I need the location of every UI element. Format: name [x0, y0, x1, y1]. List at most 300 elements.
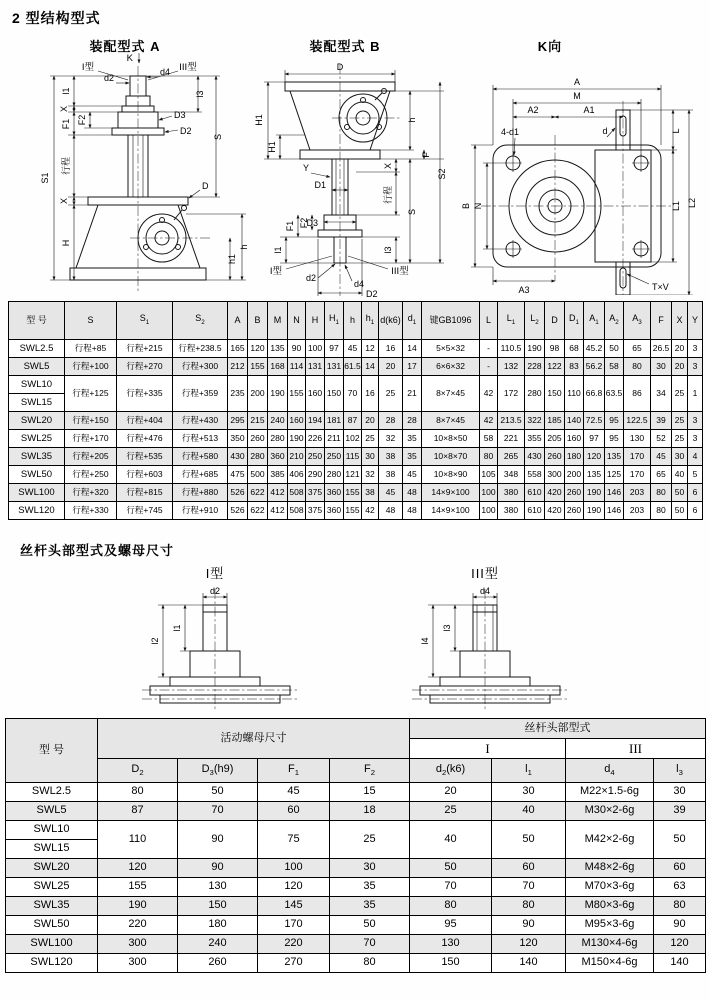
column-header: $A_3$	[624, 302, 651, 340]
value-cell: 行程+150	[65, 412, 117, 430]
caption-assembly-a: 装配型式 A	[89, 39, 161, 54]
dim-label-l4: l4	[420, 637, 430, 645]
value-cell: 35	[403, 448, 422, 466]
column-header: 键GB1096	[422, 302, 480, 340]
value-cell: 130	[178, 878, 258, 897]
value-cell: 355	[525, 430, 545, 448]
value-cell: 52	[651, 430, 672, 448]
value-cell: 86	[624, 376, 651, 412]
dimensions-table-header	[9, 302, 703, 340]
value-cell: M80×3-6g	[566, 897, 654, 916]
column-header: $D_1$	[565, 302, 584, 340]
k-view-drawing	[471, 85, 693, 295]
screw-head-type3-diagram	[400, 585, 580, 713]
value-cell: 行程+476	[117, 430, 173, 448]
value-cell: 100	[480, 502, 498, 520]
value-cell: 28	[379, 412, 403, 430]
value-cell: 70	[344, 376, 362, 412]
value-cell: 14×9×100	[422, 484, 480, 502]
value-cell: 65	[651, 466, 672, 484]
value-cell: 210	[288, 448, 306, 466]
value-cell: 行程+85	[65, 340, 117, 358]
value-cell: 110	[565, 376, 584, 412]
value-cell: 132	[498, 358, 525, 376]
value-cell: 295	[228, 412, 248, 430]
value-cell: 146	[605, 502, 624, 520]
value-cell: 80	[410, 897, 492, 916]
value-cell: 526	[228, 502, 248, 520]
table-row	[9, 358, 703, 376]
value-cell: 10×8×90	[422, 466, 480, 484]
value-cell: 150	[325, 376, 344, 412]
model-cell: SWL2.5	[6, 783, 98, 802]
value-cell: 130	[410, 935, 492, 954]
value-cell: 140	[565, 412, 584, 430]
dim-label-l2: l2	[150, 637, 160, 645]
value-cell: 130	[624, 430, 651, 448]
value-cell: 38	[362, 484, 379, 502]
table-row	[9, 430, 703, 448]
value-cell: 87	[98, 802, 178, 821]
value-cell: 35	[330, 897, 410, 916]
value-cell: 90	[492, 916, 566, 935]
value-cell: 385	[268, 466, 288, 484]
value-cell: 20	[379, 358, 403, 376]
value-cell: 190	[268, 376, 288, 412]
section-title: 丝杆头部型式及螺母尺寸	[20, 543, 175, 558]
value-cell: 155	[344, 484, 362, 502]
column-header: Y	[688, 302, 703, 340]
assembly-a-diagram	[38, 50, 268, 298]
dim-label-txv: T×V	[652, 282, 669, 292]
value-cell: 35	[403, 430, 422, 448]
dimensions-table	[8, 301, 703, 520]
value-cell: 270	[258, 954, 330, 973]
column-header: $L_2$	[525, 302, 545, 340]
dim-label-d2: d2	[305, 273, 316, 283]
nut-table-header	[6, 719, 706, 783]
value-cell: 172	[498, 376, 525, 412]
value-cell: 120	[258, 878, 330, 897]
value-cell: 260	[545, 448, 565, 466]
dim-label-s1: S1	[40, 172, 50, 184]
model-cell: SWL120	[9, 502, 65, 520]
value-cell: M30×2-6g	[566, 802, 654, 821]
dim-label-s: S	[407, 208, 417, 216]
column-header: H	[306, 302, 325, 340]
value-cell: M95×3-6g	[566, 916, 654, 935]
dim-label-type3: III型	[391, 266, 409, 277]
value-cell: 155	[344, 502, 362, 520]
value-cell: 240	[178, 935, 258, 954]
value-cell: 61.5	[344, 358, 362, 376]
value-cell: 221	[498, 430, 525, 448]
assembly-a-drawing	[50, 53, 246, 292]
value-cell: 375	[306, 484, 325, 502]
value-cell: 180	[565, 448, 584, 466]
value-cell: 68	[565, 340, 584, 358]
caption-k-view: K向	[537, 39, 563, 54]
value-cell: 622	[248, 502, 268, 520]
value-cell: 380	[498, 484, 525, 502]
dim-label-d2-big: D2	[366, 289, 378, 298]
table-row	[9, 448, 703, 466]
nut-table-body	[6, 783, 706, 973]
dim-label-f2: F2	[77, 114, 87, 126]
model-cell: SWL25	[6, 878, 98, 897]
dim-label-d4: d4	[354, 279, 365, 289]
column-header: $S_1$	[117, 302, 173, 340]
value-cell: 160	[565, 430, 584, 448]
dim-label-a: A	[573, 77, 581, 87]
value-cell: M130×4-6g	[566, 935, 654, 954]
column-header: $h_1$	[362, 302, 379, 340]
dim-label-l1: l1	[273, 246, 283, 254]
value-cell: 50	[672, 484, 688, 502]
value-cell: 102	[344, 430, 362, 448]
value-cell: 110	[98, 821, 178, 859]
value-cell: 190	[525, 340, 545, 358]
table-row	[6, 935, 706, 954]
value-cell: 行程+215	[117, 340, 173, 358]
value-cell: 30	[362, 448, 379, 466]
value-cell: 150	[178, 897, 258, 916]
value-cell: 155	[288, 376, 306, 412]
dim-label-l3: l3	[383, 246, 393, 254]
value-cell: 360	[325, 484, 344, 502]
value-cell: 25	[330, 821, 410, 859]
value-cell: M70×3-6g	[566, 878, 654, 897]
value-cell: 行程+170	[65, 430, 117, 448]
value-cell: 135	[584, 466, 605, 484]
value-cell: 70	[330, 935, 410, 954]
value-cell: 行程+270	[117, 358, 173, 376]
value-cell: 行程+335	[117, 376, 173, 412]
value-cell: 行程+300	[173, 358, 228, 376]
value-cell: 348	[498, 466, 525, 484]
value-cell: 42	[362, 502, 379, 520]
value-cell: 3	[688, 358, 703, 376]
dim-label-d3: D3	[306, 218, 318, 228]
group-header-nut: 活动螺母尺寸	[98, 719, 410, 759]
value-cell: 63	[654, 878, 706, 897]
value-cell: 508	[288, 502, 306, 520]
value-cell: 70	[410, 878, 492, 897]
value-cell: 115	[344, 448, 362, 466]
column-header: X	[672, 302, 688, 340]
model-cell: SWL120	[6, 954, 98, 973]
model-cell: SWL5	[6, 802, 98, 821]
value-cell: 610	[525, 502, 545, 520]
value-cell: 行程+603	[117, 466, 173, 484]
value-cell: 380	[498, 502, 525, 520]
value-cell: 114	[288, 358, 306, 376]
value-cell: 131	[325, 358, 344, 376]
value-cell: 16	[362, 376, 379, 412]
dim-label-f2: F2	[299, 217, 309, 229]
value-cell: 45	[258, 783, 330, 802]
value-cell: 90	[178, 859, 258, 878]
dim-label-type3: III型	[179, 62, 197, 73]
value-cell: 30	[651, 358, 672, 376]
model-cell: SWL50	[9, 466, 65, 484]
caption-assembly-b: 装配型式 B	[309, 39, 381, 54]
value-cell: 25	[672, 376, 688, 412]
value-cell: 6×6×32	[422, 358, 480, 376]
column-header: M	[268, 302, 288, 340]
value-cell: 14×9×100	[422, 502, 480, 520]
dim-label-f1: F1	[61, 118, 71, 130]
value-cell: 17	[403, 358, 422, 376]
dim-label-h: h	[407, 117, 417, 123]
dim-label-d1: D1	[314, 180, 326, 190]
value-cell: 558	[525, 466, 545, 484]
value-cell: 180	[178, 916, 258, 935]
value-cell: 4	[688, 448, 703, 466]
value-cell: 203	[624, 484, 651, 502]
value-cell: 80	[492, 897, 566, 916]
value-cell: 250	[306, 448, 325, 466]
dim-label-l: L	[671, 128, 681, 134]
value-cell: 412	[268, 484, 288, 502]
dim-label-x2: X	[59, 197, 69, 205]
type1-drawing	[142, 589, 298, 709]
dim-label-s: S	[213, 133, 223, 141]
value-cell: 260	[565, 484, 584, 502]
value-cell: 140	[654, 954, 706, 973]
value-cell: 66.8	[584, 376, 605, 412]
value-cell: 80	[654, 897, 706, 916]
value-cell: 150	[545, 376, 565, 412]
value-cell: 95	[605, 430, 624, 448]
value-cell: 97	[584, 430, 605, 448]
value-cell: 38	[379, 448, 403, 466]
value-cell: 165	[228, 340, 248, 358]
value-cell: 40	[672, 466, 688, 484]
value-cell: 行程+815	[117, 484, 173, 502]
table-row	[9, 340, 703, 358]
dim-label-h-small: h	[239, 244, 249, 250]
value-cell: 160	[306, 376, 325, 412]
value-cell: 10×8×50	[422, 430, 480, 448]
value-cell: 215	[248, 412, 268, 430]
value-cell: 250	[325, 448, 344, 466]
value-cell: 5×5×32	[422, 340, 480, 358]
value-cell: 508	[288, 484, 306, 502]
value-cell: 80	[624, 358, 651, 376]
table-row	[9, 376, 703, 394]
value-cell: 121	[344, 466, 362, 484]
value-cell: 15	[330, 783, 410, 802]
value-cell: 168	[268, 358, 288, 376]
value-cell: 60	[492, 859, 566, 878]
dim-label-type1: I型	[81, 62, 95, 73]
value-cell: 105	[480, 466, 498, 484]
value-cell: 行程+430	[173, 412, 228, 430]
value-cell: 150	[410, 954, 492, 973]
model-cell: SWL10	[6, 821, 98, 840]
value-cell: 205	[545, 430, 565, 448]
value-cell: 194	[306, 412, 325, 430]
value-cell: 98	[545, 340, 565, 358]
value-cell: 190	[584, 484, 605, 502]
value-cell: 430	[228, 448, 248, 466]
group-header-type3: III	[566, 739, 706, 759]
value-cell: 300	[545, 466, 565, 484]
value-cell: 行程+685	[173, 466, 228, 484]
value-cell: 48	[379, 502, 403, 520]
dim-label-x1: X	[59, 105, 69, 113]
column-header: A	[228, 302, 248, 340]
value-cell: 50	[492, 821, 566, 859]
value-cell: 135	[605, 448, 624, 466]
table-row	[6, 783, 706, 802]
value-cell: 42	[480, 376, 498, 412]
value-cell: 14	[362, 358, 379, 376]
dim-label-d2: d2	[103, 73, 114, 83]
dim-label-4d1: 4-d1	[500, 127, 520, 137]
value-cell: 420	[545, 484, 565, 502]
value-cell: 14	[403, 340, 422, 358]
value-cell: 45	[379, 484, 403, 502]
k-view-diagram	[455, 55, 705, 295]
dim-label-y: Y	[302, 163, 310, 173]
nut-dimensions-table	[5, 718, 706, 973]
value-cell: 226	[306, 430, 325, 448]
column-header-model: 型 号	[6, 719, 98, 783]
dim-label-x: X	[383, 162, 393, 170]
value-cell: 95	[605, 412, 624, 430]
value-cell: 87	[344, 412, 362, 430]
value-cell: 32	[362, 466, 379, 484]
value-cell: 行程+535	[117, 448, 173, 466]
table-row	[9, 466, 703, 484]
column-header: $S_2$	[173, 302, 228, 340]
value-cell: 6	[688, 502, 703, 520]
value-cell: 280	[525, 376, 545, 412]
value-cell: 97	[325, 340, 344, 358]
dim-label-d-plate: D	[336, 62, 344, 72]
table-row	[6, 859, 706, 878]
column-header: $A_1$	[584, 302, 605, 340]
model-cell: SWL100	[9, 484, 65, 502]
dim-label-f: F	[421, 152, 431, 158]
value-cell: 170	[624, 448, 651, 466]
value-cell: 120	[492, 935, 566, 954]
value-cell: 200	[248, 376, 268, 412]
value-cell: 160	[288, 412, 306, 430]
value-cell: 40	[492, 802, 566, 821]
value-cell: 122.5	[624, 412, 651, 430]
value-cell: 5	[688, 466, 703, 484]
value-cell: 26.5	[651, 340, 672, 358]
value-cell: 220	[98, 916, 178, 935]
value-cell: 20	[362, 412, 379, 430]
value-cell: 39	[651, 412, 672, 430]
assembly-b-drawing	[264, 64, 444, 296]
value-cell: 212	[228, 358, 248, 376]
dim-label-l3: l3	[195, 90, 205, 98]
model-cell: SWL100	[6, 935, 98, 954]
value-cell: 50	[178, 783, 258, 802]
column-header: F	[651, 302, 672, 340]
value-cell: 6	[688, 484, 703, 502]
value-cell: 80	[480, 448, 498, 466]
value-cell: M42×2-6g	[566, 821, 654, 859]
value-cell: 412	[268, 502, 288, 520]
value-cell: 610	[525, 484, 545, 502]
column-header: $A_2$	[605, 302, 624, 340]
value-cell: 行程+250	[65, 466, 117, 484]
dim-label-b: B	[461, 202, 471, 210]
value-cell: 131	[306, 358, 325, 376]
value-cell: 45.2	[584, 340, 605, 358]
value-cell: M22×1.5-6g	[566, 783, 654, 802]
value-cell: -	[480, 340, 498, 358]
value-cell: 145	[258, 897, 330, 916]
column-header: $d_1$	[403, 302, 422, 340]
value-cell: -	[480, 358, 498, 376]
column-header: B	[248, 302, 268, 340]
dim-label-d4: d4	[479, 586, 491, 596]
value-cell: 260	[178, 954, 258, 973]
dim-label-k: K	[126, 53, 133, 64]
dim-label-l1: L1	[671, 200, 681, 212]
value-cell: 38	[379, 466, 403, 484]
value-cell: 35	[330, 878, 410, 897]
dim-label-a2: A2	[527, 105, 539, 115]
dim-label-a3: A3	[518, 285, 530, 295]
value-cell: 行程+320	[65, 484, 117, 502]
dim-label-h: H	[61, 239, 71, 247]
value-cell: 40	[410, 821, 492, 859]
value-cell: 行程+205	[65, 448, 117, 466]
table-row	[9, 412, 703, 430]
value-cell: 32	[379, 430, 403, 448]
value-cell: 122	[545, 358, 565, 376]
value-cell: 行程+359	[173, 376, 228, 412]
value-cell: 290	[306, 466, 325, 484]
value-cell: 行程+513	[173, 430, 228, 448]
page-title: 2 型结构型式	[12, 10, 101, 26]
model-cell: SWL50	[6, 916, 98, 935]
value-cell: 300	[98, 954, 178, 973]
model-cell: SWL35	[9, 448, 65, 466]
value-cell: 3	[688, 340, 703, 358]
value-cell: 72.5	[584, 412, 605, 430]
column-header: D	[545, 302, 565, 340]
value-cell: 16	[379, 340, 403, 358]
value-cell: 3	[688, 430, 703, 448]
group-header-screw: 丝杆头部型式	[410, 719, 706, 739]
value-cell: 20	[410, 783, 492, 802]
column-subheader: $F_1$	[258, 759, 330, 783]
value-cell: 行程+580	[173, 448, 228, 466]
value-cell: 48	[403, 502, 422, 520]
value-cell: 25	[672, 412, 688, 430]
value-cell: 1	[688, 376, 703, 412]
caption-type3: III型	[471, 566, 499, 581]
value-cell: 50	[605, 340, 624, 358]
value-cell: 63.5	[605, 376, 624, 412]
table-row	[6, 878, 706, 897]
dim-label-l3: l3	[442, 624, 452, 632]
value-cell: 65	[624, 340, 651, 358]
dim-label-l2: L2	[687, 197, 697, 209]
model-cell: SWL5	[9, 358, 65, 376]
value-cell: 28	[403, 412, 422, 430]
dimensions-table-body	[9, 340, 703, 520]
